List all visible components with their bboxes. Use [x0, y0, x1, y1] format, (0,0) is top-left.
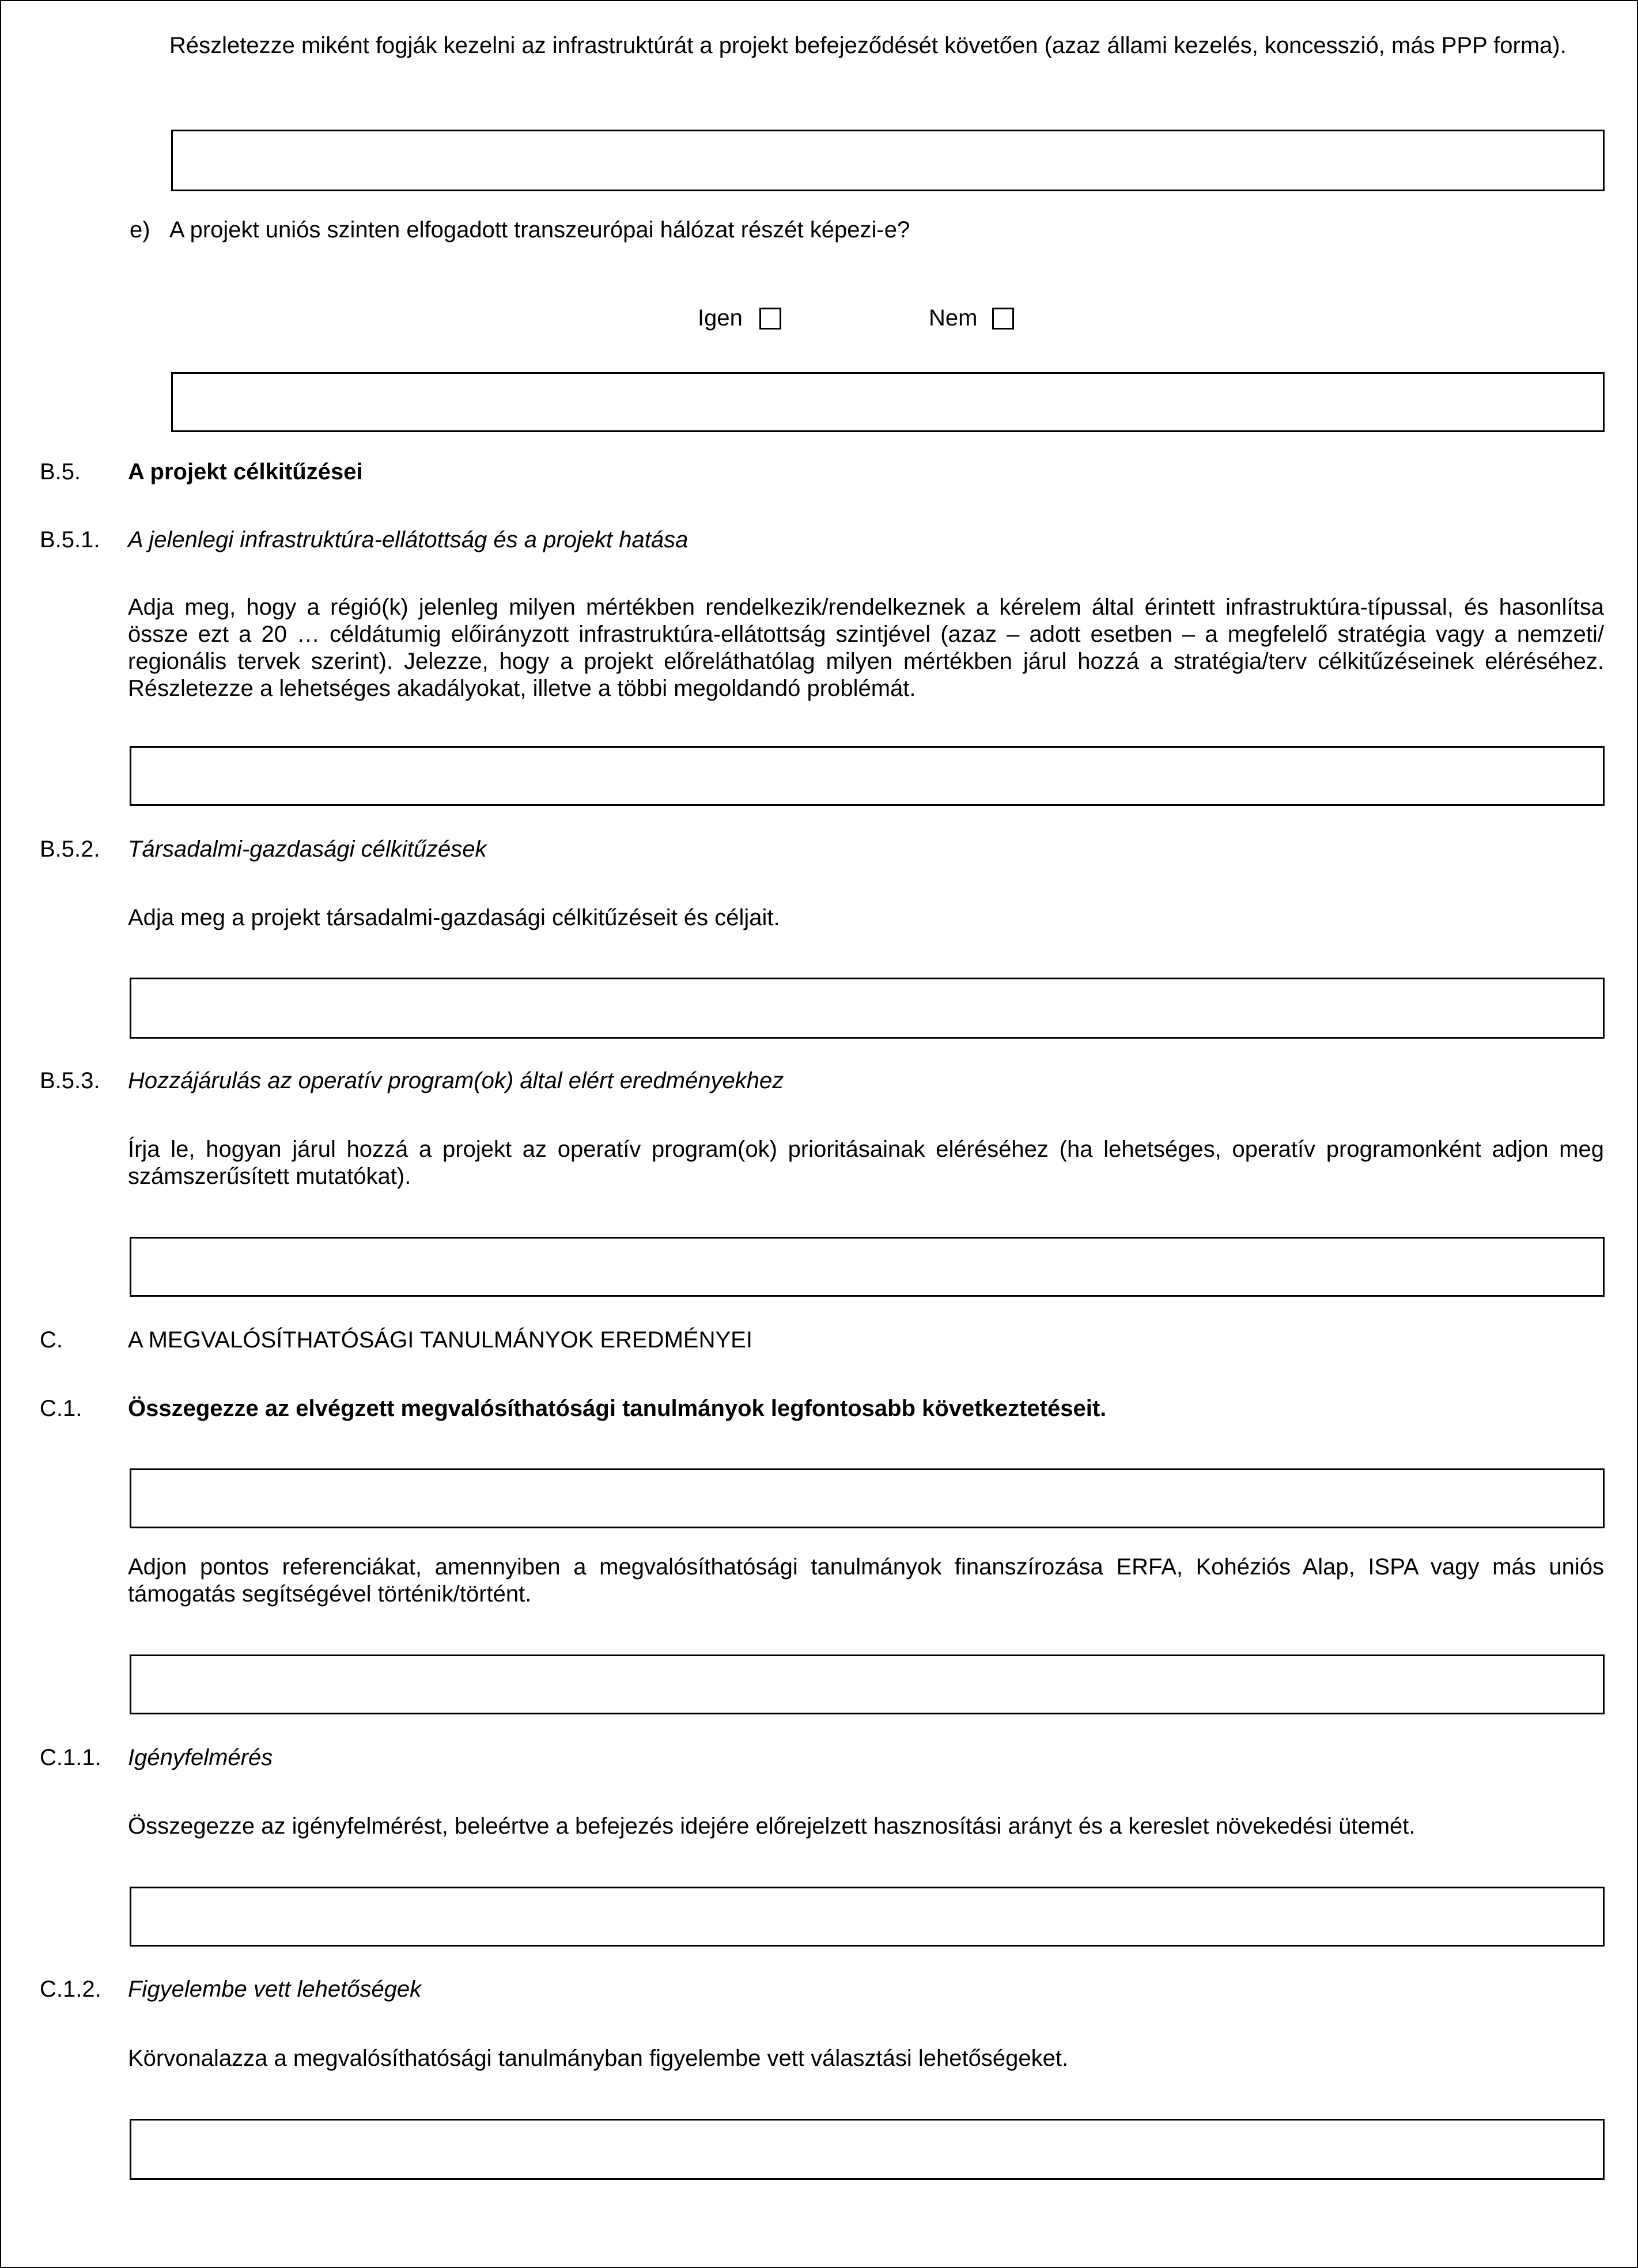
section-c1-title: Összegezze az elvégzett megvalósíthatósági tanulmányok legfontosabb következtetéseit. [128, 1396, 1107, 1421]
section-c11-text: Összegezze az igényfelmérést, beleértve a befejezés idejére előrejelzett hasznosítási arányt és a kereslet növekedési ütemét. [128, 1813, 1416, 1839]
ten-network-field[interactable] [171, 372, 1605, 432]
feasibility-conclusions-field[interactable] [130, 1468, 1605, 1528]
section-b51-title: A jelenlegi infrastruktúra-ellátottság és a projekt hatása [128, 527, 689, 552]
no-checkbox[interactable] [992, 308, 1014, 330]
section-c12-number: C.1.2. [40, 1977, 101, 2002]
section-b53-title: Hozzájárulás az operatív program(ok) által elért eredményekhez [128, 1068, 784, 1093]
section-c11-title: Igényfelmérés [128, 1745, 273, 1770]
question-e-text: A projekt uniós szinten elfogadott transzeurópai hálózat részét képezi-e? [169, 217, 910, 243]
no-label: Nem [929, 305, 978, 331]
intro-text: Részletezze miként fogják kezelni az infrastruktúrát a projekt befejeződését követően (azaz állami kezelés, koncesszió, más PPP forma). [169, 33, 1567, 58]
section-b52-number: B.5.2. [40, 836, 100, 862]
infrastructure-management-field[interactable] [171, 130, 1605, 191]
section-b53-text: Írja le, hogyan járul hozzá a projekt az operatív program(ok) prioritásainak eléréséhez (ha lehetséges, operatív programonként adjon meg számszerűsített mutatókat). [128, 1137, 1604, 1189]
funding-references-field[interactable] [130, 1654, 1605, 1714]
section-c11-number: C.1.1. [40, 1745, 101, 1770]
section-c12-text: Körvonalazza a megvalósíthatósági tanulmányban figyelembe vett választási lehetőségeket. [128, 2046, 1069, 2071]
demand-analysis-field[interactable] [130, 1887, 1605, 1947]
section-c-number: C. [40, 1327, 63, 1353]
section-b51-number: B.5.1. [40, 527, 100, 552]
infrastructure-impact-field[interactable] [130, 746, 1605, 806]
question-e-label: e) [130, 217, 150, 243]
socioeconomic-objectives-field[interactable] [130, 978, 1605, 1039]
section-b51-text: Adja meg, hogy a régió(k) jelenleg milyen mértékben rendelkezik/rendelkeznek a kérelem által érintett infrastruktúra-típussal, és hasonlítsa össze ezt a 20 … céldátumig előirányzott infrastruktúra-ellátottság szintjével (azaz – adott esetben – a megfelelő stratégia vagy a nemzeti/ regionális tervek szerint). Jelezze, hogy a projekt előreláthatólag milyen mértékben járul hozzá a stratégia/terv célkitűzéseinek eléréséhez. Részletezze a lehetséges akadályokat, illetve a többi megoldandó problémát. [128, 595, 1604, 701]
section-b52-text: Adja meg a projekt társadalmi-gazdasági célkitűzéseit és céljait. [128, 905, 780, 930]
yes-label: Igen [698, 305, 743, 331]
section-c1-text: Adjon pontos referenciákat, amennyiben a megvalósíthatósági tanulmányok finanszírozása ERFA, Kohéziós Alap, ISPA vagy más uniós támogatás segítségével történik/történt. [128, 1554, 1604, 1607]
section-c12-title: Figyelembe vett lehetőségek [128, 1977, 422, 2002]
section-c1-number: C.1. [40, 1396, 82, 1421]
section-b52-title: Társadalmi-gazdasági célkitűzések [128, 836, 487, 862]
section-b53-number: B.5.3. [40, 1068, 100, 1093]
yes-checkbox[interactable] [759, 308, 781, 330]
section-b5-number: B.5. [40, 459, 81, 484]
options-considered-field[interactable] [130, 2119, 1605, 2180]
section-b5-title: A projekt célkitűzései [128, 459, 363, 484]
section-c-title: A MEGVALÓSÍTHATÓSÁGI TANULMÁNYOK EREDMÉNYEI [128, 1327, 752, 1353]
operational-programme-field[interactable] [130, 1237, 1605, 1297]
